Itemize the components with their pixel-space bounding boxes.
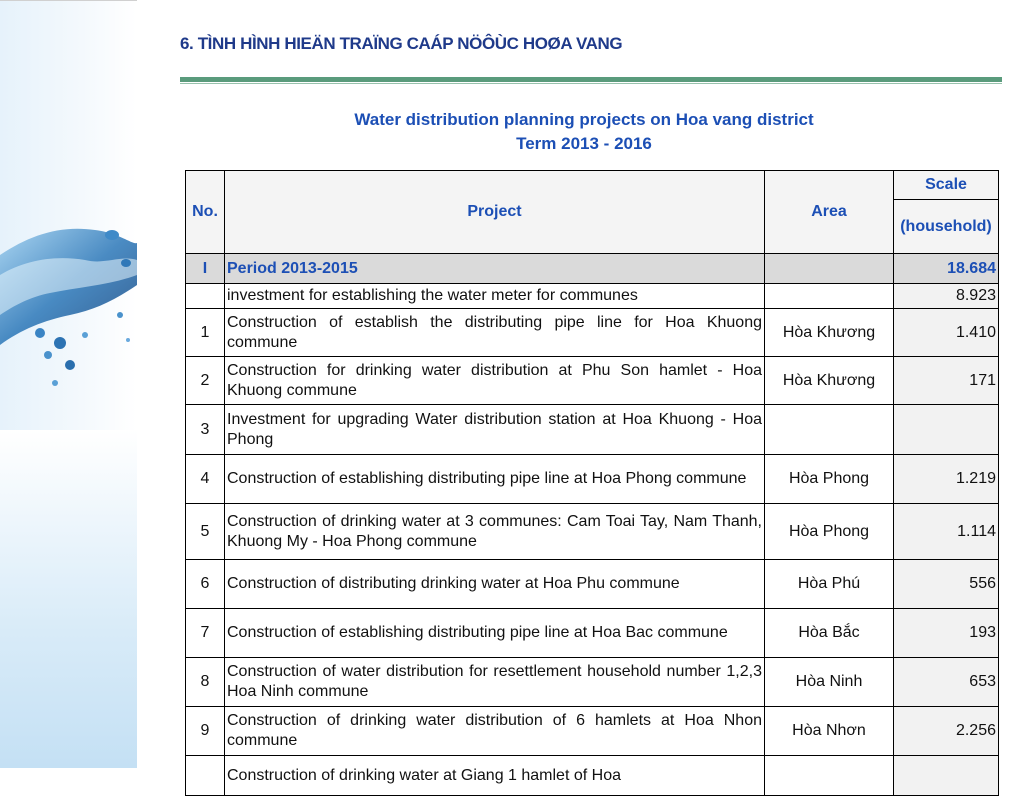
period-no: I	[186, 254, 225, 284]
row-area: Hòa Khương	[765, 357, 894, 405]
table-row	[186, 309, 999, 357]
row-scale: 171	[894, 357, 999, 405]
row-no: 6	[186, 560, 225, 609]
table-row	[186, 756, 999, 796]
table-row	[186, 609, 999, 658]
header-project: Project	[225, 171, 765, 254]
row-area: Hòa Phong	[765, 455, 894, 504]
row-area: Hòa Ninh	[765, 658, 894, 707]
row-project: Construction of water distribution for resettlement household number 1,2,3 Hoa Ninh commune	[225, 658, 765, 707]
row-no: 9	[186, 707, 225, 756]
row-area	[765, 284, 894, 309]
water-splash-graphic	[0, 215, 137, 405]
row-scale	[894, 756, 999, 796]
row-area: Hòa Nhơn	[765, 707, 894, 756]
row-no: 5	[186, 504, 225, 560]
row-no: 3	[186, 405, 225, 455]
row-scale: 2.256	[894, 707, 999, 756]
row-project: Construction of drinking water at Giang 1 hamlet of Hoa	[225, 756, 765, 796]
projects-table	[185, 170, 999, 796]
row-project: investment for establishing the water meter for communes	[225, 284, 765, 309]
row-scale: 1.219	[894, 455, 999, 504]
row-project: Construction of distributing drinking water at Hoa Phu commune	[225, 560, 765, 609]
row-scale: 1.114	[894, 504, 999, 560]
header-scale-unit: (household)	[894, 200, 999, 254]
row-project: Investment for upgrading Water distribution station at Hoa Khuong - Hoa Phong	[225, 405, 765, 455]
row-project: Construction of establish the distributing pipe line for Hoa Khuong commune	[225, 309, 765, 357]
row-project: Construction of establishing distributing pipe line at Hoa Phong commune	[225, 455, 765, 504]
row-area: Hòa Phú	[765, 560, 894, 609]
period-label: Period 2013-2015	[225, 254, 765, 284]
header-no: No.	[186, 171, 225, 254]
row-no: 1	[186, 309, 225, 357]
table-row	[186, 658, 999, 707]
row-area	[765, 756, 894, 796]
row-project: Construction of establishing distributing pipe line at Hoa Bac commune	[225, 609, 765, 658]
row-project: Construction of drinking water at 3 communes: Cam Toai Tay, Nam Thanh, Khuong My - Hoa Phong commune	[225, 504, 765, 560]
period-row	[186, 254, 999, 284]
sidebar-top-line	[0, 0, 137, 1]
row-no	[186, 284, 225, 309]
header-area: Area	[765, 171, 894, 254]
sidebar-gradient	[0, 430, 137, 768]
row-scale: 556	[894, 560, 999, 609]
table-title: Water distribution planning projects on Hoa vang district	[354, 110, 814, 129]
table-row	[186, 357, 999, 405]
period-area	[765, 254, 894, 284]
table-term: Term 2013 - 2016	[516, 134, 652, 153]
row-scale: 8.923	[894, 284, 999, 309]
row-scale: 1.410	[894, 309, 999, 357]
row-scale: 653	[894, 658, 999, 707]
row-area: Hòa Bắc	[765, 609, 894, 658]
row-no	[186, 756, 225, 796]
row-project: Construction of drinking water distribution of 6 hamlets at Hoa Nhon commune	[225, 707, 765, 756]
heading-rule	[180, 77, 1002, 82]
heading-rule-thin	[180, 83, 1002, 84]
row-no: 2	[186, 357, 225, 405]
table-row	[186, 284, 999, 309]
row-project: Construction for drinking water distribution at Phu Son hamlet - Hoa Khuong commune	[225, 357, 765, 405]
table-row	[186, 455, 999, 504]
table-row	[186, 707, 999, 756]
row-no: 7	[186, 609, 225, 658]
row-no: 4	[186, 455, 225, 504]
table-row	[186, 504, 999, 560]
header-scale: Scale	[894, 171, 999, 200]
row-area	[765, 405, 894, 455]
row-area: Hòa Phong	[765, 504, 894, 560]
period-scale: 18.684	[894, 254, 999, 284]
row-area: Hòa Khương	[765, 309, 894, 357]
slide-heading: 6. TÌNH HÌNH HIEÄN TRAÏNG CAÁP NÖÔÙC HOØA VANG	[180, 34, 623, 53]
row-scale	[894, 405, 999, 455]
row-scale: 193	[894, 609, 999, 658]
table-row	[186, 405, 999, 455]
table-row	[186, 560, 999, 609]
decorative-sidebar	[0, 0, 137, 768]
row-no: 8	[186, 658, 225, 707]
